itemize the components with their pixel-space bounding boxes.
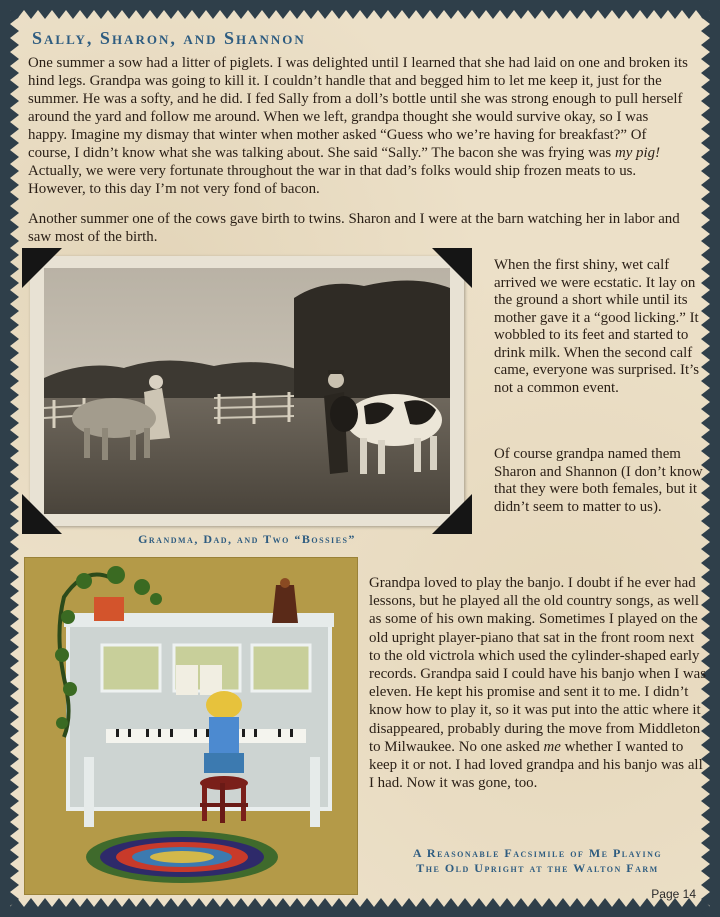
story-paragraph-twins-intro: Another summer one of the cows gave birth to twins. Sharon and I were at the barn watching her in labor and saw most of the birth. — [28, 211, 680, 245]
embroidery-piano-picture — [24, 557, 358, 895]
photo-grandma-dad-cows — [44, 268, 450, 514]
embroidery-caption-line-1: A Reasonable Facsimile of Me Playing — [412, 846, 663, 860]
story-paragraph-names: Of course grandpa named them Sharon and Shannon (I don’t know that they were both females, but it didn’t seem to matter to us). — [494, 446, 703, 515]
photo-corner-top-right — [432, 248, 472, 288]
story-emphasis: me — [543, 738, 561, 755]
story-paragraph-calves: When the first shiny, wet calf arrived we were ecstatic. It lay on the ground a short while until its mother gave it a “good licking.” It wobbled to its feet and started to drink milk. When the second calf came, everyone was surprised. It’s not a common event. — [494, 257, 700, 396]
photo-caption: Grandma, Dad, and Two “Bossies” — [138, 532, 356, 546]
photo-corner-bottom-left — [22, 494, 62, 534]
story-text: One summer a sow had a litter of piglets. I was delighted until I learned that she had laid on one and broken its hind legs. Grandpa was going to kill it. I couldn’t handle that and begged him to let me keep it, just for the summer. He was a softy, and he did. I fed Sally from a doll’s bottle until she was strong enough to pull herself around the yard and follow me around. When we left, grandpa thought she would survive okay, so I was happy. Imagine my dismay that winter when mother asked “Guess who we’re having for breakfast?” Of course, I didn’t know what she was talking about. She said “Sally.” The bacon she was frying was — [28, 55, 688, 161]
farm-photo — [30, 256, 464, 526]
story-paragraph-banjo — [369, 574, 706, 792]
page-number: Page 14 — [651, 887, 696, 901]
story-paragraph-sally — [28, 54, 690, 198]
embroidery-caption-line-2: The Old Upright at the Walton Farm — [416, 861, 659, 875]
embroidery-caption — [369, 846, 706, 876]
story-text: whether I wanted to keep it or not. I had loved grandpa and his banjo was all I had. Now it was gone, too. — [369, 738, 703, 792]
photo-corner-top-left — [22, 248, 62, 288]
story-emphasis: my pig! — [614, 145, 661, 161]
story-text: Grandpa loved to play the banjo. I doubt if he ever had lessons, but he played all the old country songs, as well as some of his own making. Sometimes I played on the old upright player-piano that sat in the front room next to the old victrola which used the cylinder-shaped early records. Grandpa said I could have his banjo when I was eleven. He kept his promise and sent it to me. I didn’t know how to play it, so it was put into the attic where it disappeared, probably during the move from Middleton to Milwaukee. No one asked — [369, 575, 707, 755]
page-title: Sally, Sharon, and Shannon — [32, 28, 306, 48]
story-text: Actually, we were very fortunate throughout the war in that dad’s folks would ship frozen meats to us. However, to this day I’m not very fond of bacon. — [28, 163, 637, 197]
photo-corner-bottom-right — [432, 494, 472, 534]
